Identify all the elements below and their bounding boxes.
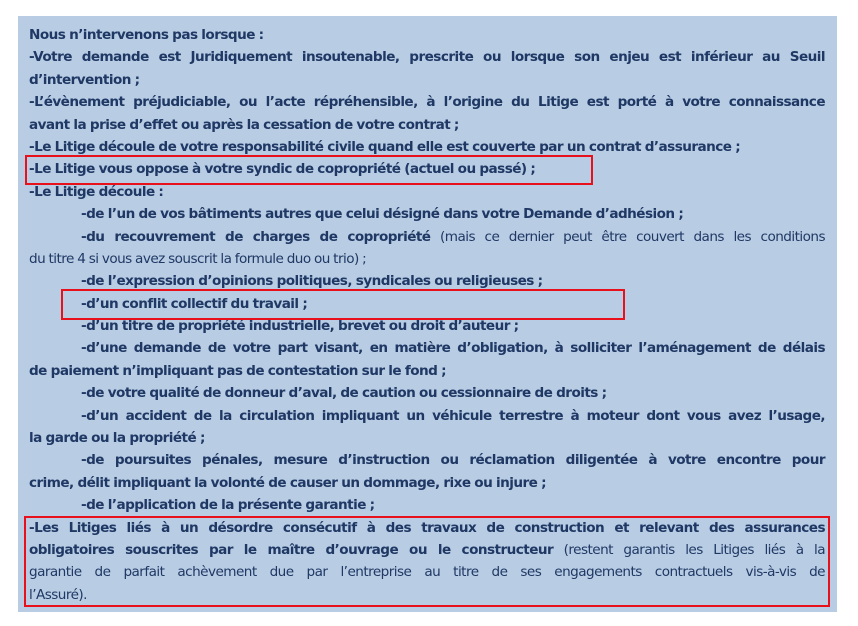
exclusion-subline: -de l’un de vos bâtiments autres que celui désigné dans votre Demande d’adhésion ; bbox=[81, 206, 684, 223]
exclusion-subline: -de l’application de la présente garantie ; bbox=[81, 497, 375, 514]
exclusion-subline-continued: crime, délit impliquant la volonté de causer un dommage, rixe ou injure ; bbox=[29, 474, 546, 491]
exclusion-line-construction: -Les Litiges liés à un désordre consécutif à des travaux de construction et relevant des assurances bbox=[29, 519, 825, 536]
exclusion-line: avant la prise d’effet ou après la cessation de votre contrat ; bbox=[29, 116, 459, 133]
exclusion-line-syndic: -Le Litige vous oppose à votre syndic de copropriété (actuel ou passé) ; bbox=[29, 161, 536, 178]
exclusion-subline-continued: la garde ou la propriété ; bbox=[29, 430, 205, 447]
exclusions-text bbox=[29, 24, 825, 606]
exclusion-subline-continued: du titre 4 si vous avez souscrit la formule duo ou trio) ; bbox=[29, 250, 367, 267]
exclusions-heading: Nous n’intervenons pas lorsque : bbox=[29, 27, 264, 43]
exclusion-subline: -d’une demande de votre part visant, en matière d’obligation, à solliciter l’aménagement de délais bbox=[81, 340, 825, 357]
exclusion-subline: -de poursuites pénales, mesure d’instruction ou réclamation diligentée à votre encontre pour bbox=[81, 452, 825, 469]
exclusion-subline: -du recouvrement de charges de copropriété (mais ce dernier peut être couvert dans les conditions bbox=[81, 228, 825, 245]
exclusion-subline: -de l’expression d’opinions politiques, syndicales ou religieuses ; bbox=[81, 273, 543, 290]
exclusion-subline: -d’un accident de la circulation impliquant un véhicule terrestre à moteur dont vous avez l’usage, bbox=[81, 407, 825, 424]
exclusion-subline: -de votre qualité de donneur d’aval, de caution ou cessionnaire de droits ; bbox=[81, 385, 607, 402]
exclusion-line-construction: l’Assuré). bbox=[29, 586, 87, 603]
exclusion-line: -Votre demande est Juridiquement insoutenable, prescrite ou lorsque son enjeu est inférieur au Seuil bbox=[29, 49, 825, 66]
exclusion-line: d’intervention ; bbox=[29, 71, 140, 88]
exclusion-line-construction: garantie de parfait achèvement due par l’entreprise au titre de ses engagements contractuels vis-à-vis de bbox=[29, 564, 825, 581]
exclusion-line: -Le Litige découle : bbox=[29, 183, 164, 200]
exclusion-line: -L’évènement préjudiciable, ou l’acte répréhensible, à l’origine du Litige est porté à votre connaissance bbox=[29, 94, 825, 111]
exclusion-line-construction: obligatoires souscrites par le maître d’ouvrage ou le constructeur (restent garantis les Litiges liés à la bbox=[29, 541, 826, 558]
exclusion-line: -Le Litige découle de votre responsabilité civile quand elle est couverte par un contrat d’assurance ; bbox=[29, 138, 741, 155]
exclusion-subline: -d’un titre de propriété industrielle, brevet ou droit d’auteur ; bbox=[81, 318, 519, 335]
exclusion-subline-conflit: -d’un conflit collectif du travail ; bbox=[81, 295, 308, 312]
exclusion-subline-continued: de paiement n’impliquant pas de contestation sur le fond ; bbox=[29, 362, 446, 379]
